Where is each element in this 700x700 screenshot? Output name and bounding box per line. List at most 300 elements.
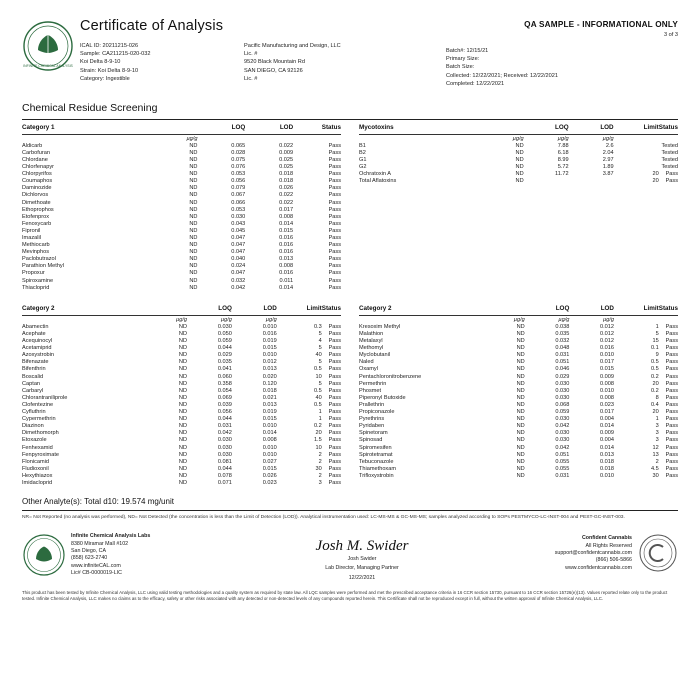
value-cell: 2.97 [602,156,614,163]
value-cell: 0.066 [231,199,246,206]
table-row [22,451,341,458]
table-row [359,380,678,387]
value-cell: ND [178,458,187,465]
value-cell: 0.010 [262,451,277,458]
meta-line: Primary Size: [446,56,480,63]
analyte-name: Trifloxystrobin [359,472,394,479]
analyte-name: Metalaxyl [359,338,383,345]
value-cell: 0.014 [599,423,614,430]
analyte-name: Cyfluthrin [22,409,46,416]
analyte-name: Abamectin [22,323,49,330]
value-cell: ND [189,149,198,156]
value-cell: 0.030 [555,430,570,437]
value-cell: ND [178,331,187,337]
value-cell: 0.047 [231,249,246,256]
status-cell: Pass [328,437,341,444]
value-cell: ND [178,416,187,423]
value-cell: 0.014 [279,220,294,227]
value-cell: 0.055 [555,458,570,465]
table-row [22,234,341,241]
value-cell: 11.72 [555,171,569,178]
value-cell: 20 [652,409,659,416]
status-cell: Pass [328,401,341,408]
value-cell: 5 [318,359,322,366]
analyte-name: Imazalil [22,234,41,241]
value-cell: 13 [652,451,659,458]
status-cell: Pass [665,373,678,380]
analyte-name: B1 [359,142,366,149]
value-cell: 0.013 [279,256,294,263]
unit-cell: µg/g [176,316,187,323]
category2b-table [359,305,678,479]
unit-cell: µg/g [513,316,525,323]
value-cell: 0.010 [262,352,277,359]
value-cell: 0.044 [217,345,232,352]
table-row [359,163,678,170]
value-cell: 1.89 [602,164,614,171]
analyte-name: Chlorpyrifos [22,171,52,178]
table-row [22,277,341,284]
cc-name: Confident Cannabis [581,535,632,542]
status-cell: Pass [665,401,678,408]
value-cell: 0.009 [599,430,614,437]
value-cell: 0.025 [279,156,294,163]
status-cell: Pass [328,416,341,423]
lab-website[interactable]: www.infiniteCAL.com [71,562,121,569]
value-cell: 0.019 [262,409,277,416]
status-cell: Pass [328,206,341,213]
value-cell: 0.078 [217,472,232,479]
status-cell: Tested [661,164,678,171]
table-row [359,156,678,163]
value-cell: 0.016 [279,242,294,249]
value-cell: 40 [315,352,322,359]
status-cell: Pass [328,142,341,149]
value-cell: ND [178,409,187,416]
value-cell: ND [189,178,198,185]
analyte-name: Kresoxim Methyl [359,323,401,330]
value-cell: 0.011 [279,277,294,284]
analyte-name: Dichlorvos [22,192,49,199]
cc-support-email[interactable]: support@confidentcannabis.com [554,549,632,556]
value-cell: 5.72 [557,164,569,171]
value-cell: 0.030 [231,213,246,220]
value-cell: 0.050 [217,331,232,337]
table-row [22,345,341,352]
table-row [359,149,678,156]
analyte-name: Coumaphos [22,178,53,185]
table-row [22,270,341,277]
analyte-name: Ochratoxin A [359,171,392,178]
col-header-limit: Limit [306,305,322,313]
mycotoxins-table [359,124,678,185]
lab-city: San Diego, CA [71,547,107,554]
status-cell: Pass [328,220,341,227]
value-cell: ND [178,338,187,345]
table-row [22,149,341,156]
value-cell: ND [189,242,198,249]
value-cell: ND [516,394,525,401]
status-cell: Pass [328,366,341,373]
value-cell: 0.008 [599,394,614,401]
value-cell: 0.010 [599,387,614,394]
status-cell: Pass [328,213,341,220]
status-cell: Pass [665,359,678,366]
value-cell: 0.028 [231,149,246,156]
value-cell: ND [189,220,198,227]
status-cell: Pass [328,284,341,291]
table-row [359,408,678,415]
analyte-name: Propiconazole [359,409,395,416]
value-cell: 0.2 [650,387,659,394]
value-cell: 0.017 [279,206,294,213]
status-cell: Pass [328,199,341,206]
analyte-name: Oxamyl [359,366,378,373]
analyte-name: Naled [359,359,374,366]
value-cell: 3 [655,437,659,444]
status-cell: Pass [328,171,341,178]
analyte-name: B2 [359,149,366,156]
cc-website[interactable]: www.confidentcannabis.com [565,564,632,571]
value-cell: 0.010 [599,472,614,479]
value-cell: ND [189,199,198,206]
col-header-name: Category 2 [22,305,55,313]
value-cell: ND [189,227,198,234]
col-header-limit: Limit [643,305,659,313]
status-cell: Pass [328,444,341,451]
value-cell: 0.030 [555,416,570,423]
analyte-name: G1 [359,156,367,163]
value-cell: ND [516,451,525,458]
value-cell: 0.4 [650,401,659,408]
value-cell: 0.035 [555,331,570,337]
col-header-status: Status [321,124,341,132]
col-header-name: Category 1 [22,124,55,132]
lab-logo-footer-icon [22,533,66,577]
value-cell: ND [515,149,524,156]
value-cell: 0.1 [650,345,659,352]
header-meta [80,42,446,83]
value-cell: 0.030 [555,437,570,444]
confident-cannabis-seal-icon [638,533,678,573]
value-cell: ND [189,277,198,284]
lab-contact [66,533,221,577]
value-cell: 0.031 [217,423,232,430]
table-row [22,227,341,234]
value-cell: 0.047 [231,242,246,249]
svg-text:INFINITE CHEMICAL ANALYSIS: INFINITE CHEMICAL ANALYSIS [23,64,73,68]
value-cell: 0.056 [231,178,246,185]
value-cell: ND [178,359,187,366]
value-cell: 40 [315,394,322,401]
value-cell: 0.053 [231,171,246,178]
table-row [359,416,678,423]
status-cell: Pass [328,338,341,345]
table-row [22,323,341,330]
analyte-name: Spiromesifen [359,444,392,451]
status-cell: Pass [328,270,341,277]
unit-cell: µg/g [512,135,524,142]
status-cell: Pass [328,323,341,330]
value-cell: 0.2 [313,423,322,430]
value-cell: 0.010 [599,352,614,359]
signer-title: Lab Director, Managing Partner [325,565,399,572]
unit-cell: µg/g [602,316,614,323]
value-cell: 0.056 [217,409,232,416]
analyte-name: Spinosad [359,437,383,444]
value-cell: 0.030 [217,451,232,458]
table-row [359,178,678,185]
value-cell: 0.043 [231,220,246,227]
table-row [22,199,341,206]
value-cell: ND [178,366,187,373]
value-cell: 15 [652,338,659,345]
value-cell: ND [516,458,525,465]
value-cell: 0.029 [217,352,232,359]
value-cell: 0.012 [599,338,614,345]
value-cell: 0.5 [313,401,322,408]
value-cell: 1 [318,409,322,416]
status-cell: Pass [665,323,678,330]
value-cell: ND [516,338,525,345]
status-cell: Pass [328,423,341,430]
status-cell: Pass [328,465,341,472]
value-cell: 1 [655,323,659,330]
value-cell: 2 [318,458,322,465]
table-row [359,465,678,472]
meta-line: Strain: Koi Delta 8-9-10 [80,67,139,74]
value-cell: 2 [318,472,322,479]
status-cell: Pass [328,387,341,394]
status-cell: Pass [328,345,341,352]
value-cell: 0.014 [599,444,614,451]
value-cell: 2.6 [605,142,614,149]
value-cell: 0.047 [231,270,246,277]
status-cell: Pass [328,185,341,192]
col-header-loq: LOQ [218,305,232,313]
table-row [22,472,341,479]
value-cell: 0.015 [262,416,277,423]
value-cell: ND [515,164,524,171]
value-cell: 0.032 [555,338,570,345]
value-cell: ND [189,263,198,270]
section-divider [22,119,678,120]
category1-table-wrap [22,124,341,291]
value-cell: ND [189,256,198,263]
value-cell: 0.060 [217,373,232,380]
analyte-name: Methomyl [359,345,384,352]
value-cell: 0.022 [279,192,294,199]
value-cell: ND [189,249,198,256]
analyte-name: Pyridaben [359,423,385,430]
value-cell: 0.076 [231,164,246,171]
value-cell: 0.029 [555,373,570,380]
status-cell: Pass [328,352,341,359]
value-cell [614,149,659,156]
value-cell: ND [516,472,525,479]
value-cell: 0.030 [217,444,232,451]
value-cell: 0.030 [217,323,232,330]
value-cell: ND [516,366,525,373]
page-title: Certificate of Analysis [80,18,224,34]
value-cell: ND [515,156,524,163]
value-cell: ND [189,171,198,178]
analyte-name: Fludioxonil [22,465,49,472]
value-cell: 0.010 [262,444,277,451]
value-cell: 0.046 [555,366,570,373]
value-cell: 0.5 [650,359,659,366]
analyte-name: Thiamethoxam [359,465,396,472]
status-cell: Pass [328,149,341,156]
table-row [22,359,341,366]
analyte-name: Piperonyl Butoxide [359,394,406,401]
status-cell: Pass [665,423,678,430]
status-cell: Pass [665,366,678,373]
col-header-lod: LOD [279,124,294,132]
value-cell: 0.008 [262,437,277,444]
category2b-table-wrap [359,305,678,486]
status-cell: Pass [665,394,678,401]
status-cell: Pass [665,352,678,359]
meta-line: ICAL ID: 20211215-026 [80,43,139,49]
value-cell: 0.5 [313,387,322,394]
value-cell: 0.039 [217,401,232,408]
analyte-name: Fipronil [22,227,41,234]
value-cell: 0.016 [279,249,294,256]
status-cell: Pass [665,171,678,178]
analyte-name: Azoxystrobin [22,352,55,359]
value-cell: 9 [655,352,659,359]
value-cell: ND [178,465,187,472]
analyte-name: Boscalid [22,373,44,380]
status-cell: Pass [665,409,678,416]
analyte-name: Imidacloprid [22,479,53,486]
status-cell: Pass [328,331,341,337]
value-cell: 0.015 [262,465,277,472]
value-cell: ND [178,451,187,458]
value-cell: 0.026 [262,472,277,479]
analyte-name: Myclobutanil [359,352,391,359]
col-header-status: Status [658,305,678,313]
value-cell: 0.030 [555,380,570,387]
value-cell: 0.040 [231,256,246,263]
meta-line: Category: Ingestible [80,75,130,82]
table-row [359,323,678,330]
status-cell: Pass [665,178,678,185]
value-cell: 0.010 [262,423,277,430]
value-cell: ND [178,437,187,444]
value-cell: ND [516,401,525,408]
value-cell: ND [515,142,524,149]
value-cell: 7.88 [557,142,569,149]
table-row [22,256,341,263]
table-row [359,373,678,380]
table-row [359,401,678,408]
value-cell: 0.075 [231,156,246,163]
value-cell: 0.022 [279,199,294,206]
sample-meta [80,42,244,83]
category2-row [22,305,678,486]
analyte-name: Spinetoram [359,430,388,437]
lab-address: 8380 Miramar Mall #102 [71,540,129,547]
table-row [359,352,678,359]
value-cell: 0.059 [555,409,570,416]
value-cell: 0.031 [555,472,570,479]
category2a-table-wrap [22,305,341,486]
value-cell: ND [516,416,525,423]
value-cell: 0.120 [262,380,277,387]
value-cell: 0.054 [217,387,232,394]
batch-meta [446,47,678,88]
mycotoxins-rows [359,142,678,185]
value-cell: 0.027 [262,458,277,465]
status-cell: Pass [328,472,341,479]
value-cell: ND [178,479,187,486]
col-header-blank [480,305,524,313]
analyte-name: Acequinocyl [22,338,53,345]
value-cell: 0.019 [262,338,277,345]
analyte-name: Carbofuran [22,149,50,156]
value-cell: 0.016 [262,331,277,337]
analyte-name: Captan [22,380,41,387]
col-header-blank [150,124,198,132]
qa-sample-notice: QA SAMPLE - INFORMATIONAL ONLY [524,20,678,29]
status-cell: Pass [665,380,678,387]
value-cell: ND [189,142,198,149]
table-row [22,284,341,291]
table-row [22,242,341,249]
status-cell: Pass [665,444,678,451]
client-meta [244,42,408,83]
value-cell: 3.87 [602,171,614,178]
table-row [22,142,341,149]
meta-line: 9520 Black Mountain Rd [244,59,305,66]
value-cell: 4 [318,338,322,345]
value-cell: ND [178,380,187,387]
analyte-name: Mevinphos [22,249,50,256]
analyte-name: Prallethrin [359,401,385,408]
value-cell: 0.3 [313,323,322,330]
value-cell: 0.015 [262,345,277,352]
value-cell: 0.055 [555,465,570,472]
value-cell: 0.014 [279,284,294,291]
analyte-name: Diazinon [22,423,44,430]
value-cell: 0.013 [599,451,614,458]
value-cell: 0.030 [555,394,570,401]
value-cell: 0.017 [599,359,614,366]
value-cell: 0.018 [262,387,277,394]
status-cell: Pass [328,192,341,199]
table-row [22,394,341,401]
value-cell: 0.048 [555,345,570,352]
status-cell: Pass [328,451,341,458]
col-header-lod: LOD [263,305,277,313]
status-cell: Pass [665,451,678,458]
value-cell: ND [189,284,198,291]
status-cell: Pass [665,430,678,437]
table-row [22,192,341,199]
value-cell: 0.015 [599,366,614,373]
status-cell: Pass [328,394,341,401]
value-cell: ND [178,323,187,330]
value-cell: 1.5 [313,437,322,444]
value-cell: ND [516,380,525,387]
value-cell: 0.081 [217,458,232,465]
status-cell: Pass [665,437,678,444]
value-cell: 0.035 [217,359,232,366]
value-cell: 0.059 [217,338,232,345]
value-cell: ND [189,234,198,241]
